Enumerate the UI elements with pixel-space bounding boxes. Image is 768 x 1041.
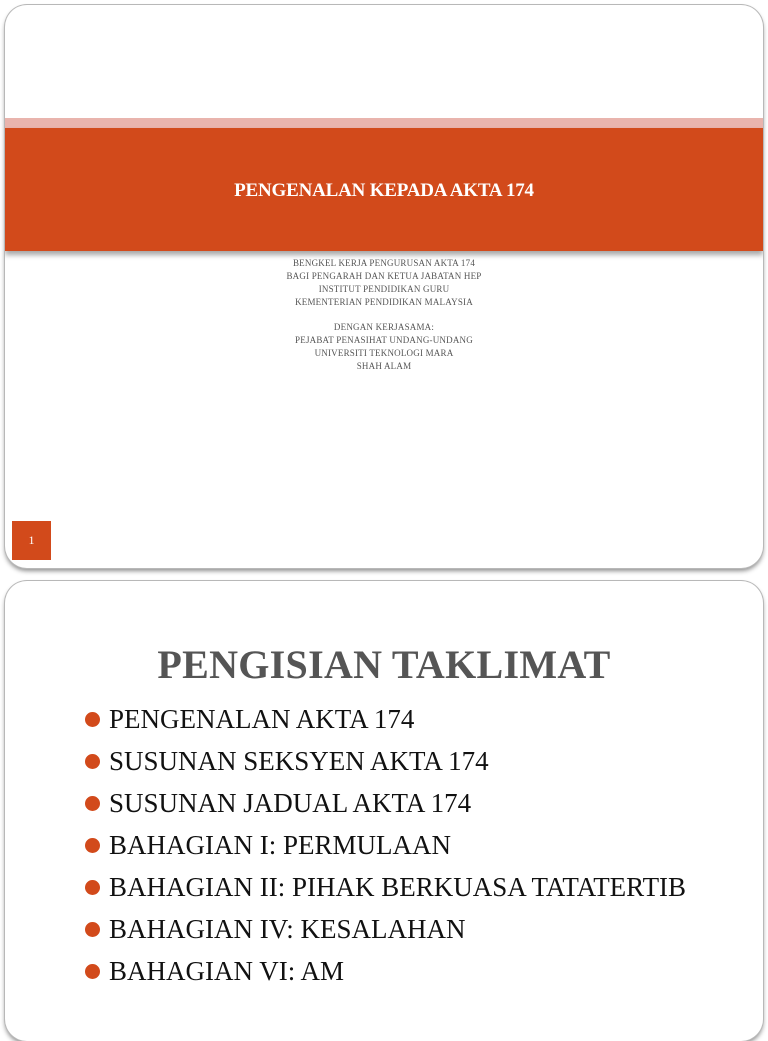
subtitle-line: INSTITUT PENDIDIKAN GURU bbox=[318, 283, 450, 294]
subtitle-line: KEMENTERIAN PENDIDIKAN MALAYSIA bbox=[295, 296, 473, 307]
bullet-text: BAHAGIAN VI: AM bbox=[109, 956, 345, 986]
bullet-list bbox=[85, 701, 745, 995]
bullet-item bbox=[85, 911, 745, 947]
bullet-icon bbox=[85, 712, 100, 727]
bullet-item bbox=[85, 785, 745, 821]
slide-1-subtitle bbox=[5, 257, 763, 373]
bullet-icon bbox=[85, 880, 100, 895]
subtitle-line bbox=[5, 309, 763, 322]
bullet-text: SUSUNAN JADUAL AKTA 174 bbox=[109, 788, 472, 818]
title-band bbox=[5, 128, 763, 251]
bullet-text: BAHAGIAN IV: KESALAHAN bbox=[109, 914, 466, 944]
bullet-icon bbox=[85, 922, 100, 937]
slide-1 bbox=[5, 5, 763, 568]
slide-number-badge: 1 bbox=[12, 521, 51, 560]
bullet-text: BAHAGIAN II: PIHAK BERKUASA TATATERTIB bbox=[109, 872, 687, 902]
subtitle-line: DENGAN KERJASAMA: bbox=[333, 322, 435, 333]
bullet-text: BAHAGIAN I: PERMULAAN bbox=[109, 830, 451, 860]
bullet-item bbox=[85, 953, 745, 989]
slide-2 bbox=[5, 581, 763, 1041]
bullet-item bbox=[85, 701, 745, 737]
bullet-item bbox=[85, 743, 745, 779]
title-band-accent bbox=[5, 118, 763, 128]
bullet-icon bbox=[85, 796, 100, 811]
bullet-icon bbox=[85, 838, 100, 853]
subtitle-line: BENGKEL KERJA PENGURUSAN AKTA 174 bbox=[292, 258, 476, 268]
subtitle-line: BAGI PENGARAH DAN KETUA JABATAN HEP bbox=[286, 270, 482, 281]
bullet-text: SUSUNAN SEKSYEN AKTA 174 bbox=[109, 746, 489, 776]
slide-1-title: PENGENALAN KEPADA AKTA 174 bbox=[234, 180, 534, 201]
subtitle-line: SHAH ALAM bbox=[356, 361, 412, 372]
bullet-icon bbox=[85, 964, 100, 979]
bullet-icon bbox=[85, 754, 100, 769]
subtitle-line: UNIVERSITI TEKNOLOGI MARA bbox=[314, 348, 454, 359]
slide-2-title: PENGISIAN TAKLIMAT bbox=[157, 642, 611, 687]
subtitle-line: PEJABAT PENASIHAT UNDANG-UNDANG bbox=[295, 335, 473, 346]
bullet-text: PENGENALAN AKTA 174 bbox=[109, 704, 415, 734]
bullet-item bbox=[85, 869, 745, 905]
bullet-item bbox=[85, 827, 745, 863]
